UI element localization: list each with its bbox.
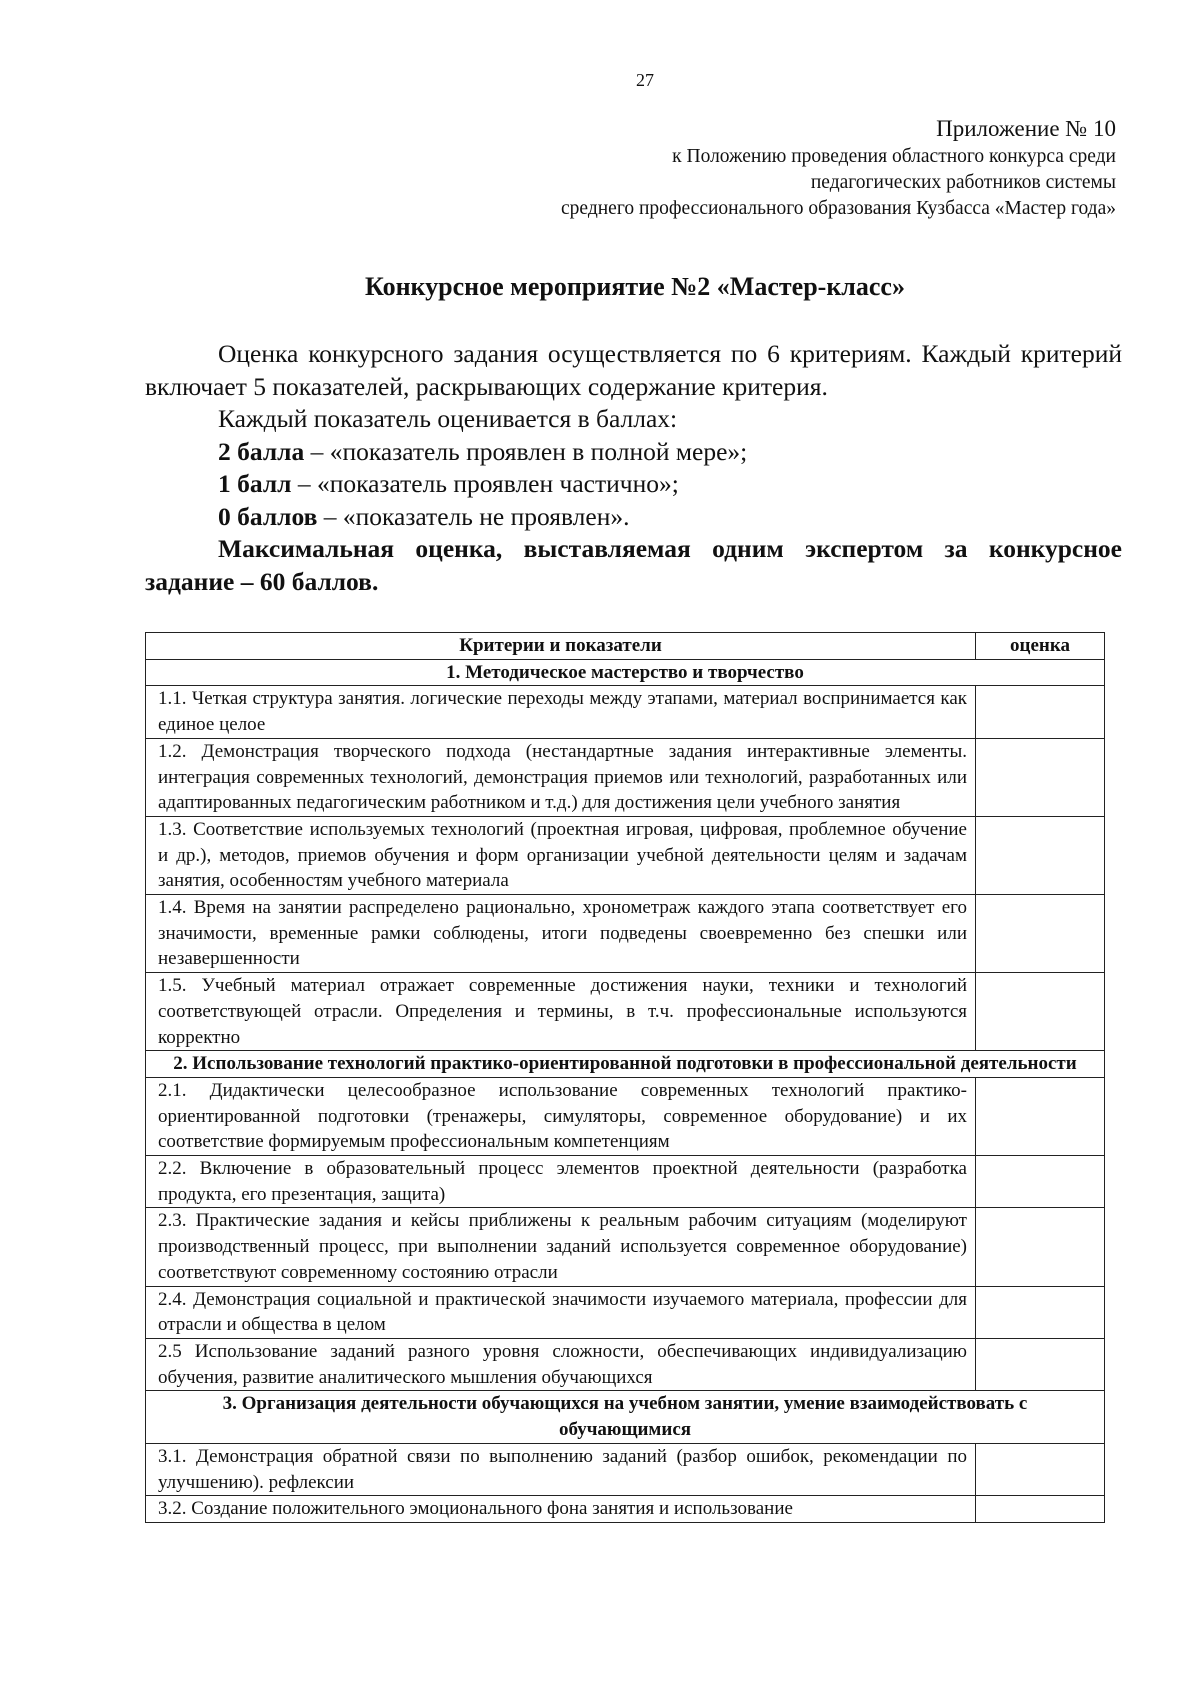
score-0-line (145, 501, 1122, 534)
section-3-title: 3. Организация деятельности обучающихся на учебном занятии, умение взаимодействовать с обучающимися (146, 1391, 1105, 1443)
intro-text (145, 338, 1122, 598)
max-score-text: Максимальная оценка, выставляемая одним экспертом за конкурсное задание – 60 баллов. (145, 534, 1122, 596)
table-row (146, 1496, 1105, 1523)
score-0-description: – «показатель не проявлен». (317, 501, 630, 531)
indicator-3-1: 3.1. Демонстрация обратной связи по выполнению заданий (разбор ошибок, рекомендации по улучшению). рефлексии (146, 1443, 976, 1495)
indicator-3-2: 3.2. Создание положительного эмоционального фона занятия и использование (146, 1496, 976, 1523)
table-row (146, 738, 1105, 816)
intro-paragraph-criteria: Оценка конкурсного задания осуществляется по 6 критериям. Каждый критерий включает 5 показателей, раскрывающих содержание критерия. (145, 339, 1122, 401)
score-2-label: 2 балла (218, 436, 305, 466)
intro-paragraph-scoring: Каждый показатель оценивается в баллах: (218, 404, 678, 433)
page-number: 27 (636, 70, 654, 90)
score-0-label: 0 баллов (218, 501, 318, 531)
table-row (146, 1156, 1105, 1208)
table-header-row (146, 633, 1105, 660)
score-cell-2-3[interactable] (976, 1208, 1105, 1286)
indicator-1-2: 1.2. Демонстрация творческого подхода (нестандартные задания интерактивные элементы. интеграция современных технологий, демонстрация приемов или технологий, разработанных или адаптированных педагогическим работником и т.д.) для достижения цели учебного занятия (146, 738, 976, 816)
score-cell-2-2[interactable] (976, 1156, 1105, 1208)
table-row (146, 1443, 1105, 1495)
score-cell-2-1[interactable] (976, 1077, 1105, 1155)
table-row (146, 686, 1105, 738)
appendix-line-3: педагогических работников системы (810, 172, 1116, 193)
indicator-2-5: 2.5 Использование заданий разного уровня сложности, обеспечивающих индивидуализацию обучения, развитие аналитического мышления обучающихся (146, 1338, 976, 1390)
table-row (146, 816, 1105, 894)
table-row (146, 1286, 1105, 1338)
score-cell-3-1[interactable] (976, 1443, 1105, 1495)
section-2-row (146, 1051, 1105, 1078)
score-cell-1-3[interactable] (976, 816, 1105, 894)
section-1-title: 1. Методическое мастерство и творчество (146, 659, 1105, 686)
indicator-1-5: 1.5. Учебный материал отражает современные достижения науки, техники и технологий соответствующей отрасли. Определения и термины, в т.ч. профессиональные используются корректно (146, 973, 976, 1051)
score-1-description: – «показатель проявлен частично»; (291, 469, 679, 498)
header-criteria: Критерии и показатели (146, 633, 976, 660)
criteria-table (145, 632, 1105, 1523)
max-score-statement (145, 533, 1122, 598)
score-cell-1-5[interactable] (976, 973, 1105, 1051)
score-1-line (145, 468, 1122, 501)
table-row (146, 1338, 1105, 1390)
appendix-line-4: среднего профессионального образования Кузбасса «Мастер года» (561, 198, 1116, 219)
score-2-line (145, 436, 1122, 469)
indicator-1-1: 1.1. Четкая структура занятия. логические переходы между этапами, материал воспринимается как единое целое (146, 686, 976, 738)
indicator-2-2: 2.2. Включение в образовательный процесс элементов проектной деятельности (разработка продукта, его презентация, защита) (146, 1156, 976, 1208)
appendix-number: Приложение № 10 (936, 116, 1116, 141)
score-cell-3-2[interactable] (976, 1496, 1105, 1523)
score-cell-1-1[interactable] (976, 686, 1105, 738)
section-3-row (146, 1391, 1105, 1443)
table-row (146, 1208, 1105, 1286)
appendix-line-2: к Положению проведения областного конкурса среди (672, 146, 1116, 167)
indicator-2-4: 2.4. Демонстрация социальной и практической значимости изучаемого материала, профессии для отрасли и общества в целом (146, 1286, 976, 1338)
document-title: Конкурсное мероприятие №2 «Мастер-класс» (365, 272, 905, 301)
table-row (146, 1077, 1105, 1155)
appendix-reference (561, 114, 1116, 222)
score-2-description: – «показатель проявлен в полной мере»; (304, 436, 748, 466)
table-row (146, 895, 1105, 973)
score-cell-2-5[interactable] (976, 1338, 1105, 1390)
section-1-row (146, 659, 1105, 686)
score-cell-1-2[interactable] (976, 738, 1105, 816)
section-2-title: 2. Использование технологий практико-ориентированной подготовки в профессиональной деятельности (146, 1051, 1105, 1078)
header-score: оценка (976, 633, 1105, 660)
score-cell-2-4[interactable] (976, 1286, 1105, 1338)
score-cell-1-4[interactable] (976, 895, 1105, 973)
score-1-label: 1 балл (218, 469, 292, 498)
indicator-2-1: 2.1. Дидактически целесообразное использование современных технологий практико-ориентированной подготовки (тренажеры, симуляторы, современное оборудование) и их соответствие формируемым профессиональным компетенциям (146, 1077, 976, 1155)
indicator-1-4: 1.4. Время на занятии распределено рационально, хронометраж каждого этапа соответствует его значимости, временные рамки соблюдены, итоги подведены своевременно без спешки или незавершенности (146, 895, 976, 973)
table-row (146, 973, 1105, 1051)
indicator-1-3: 1.3. Соответствие используемых технологий (проектная игровая, цифровая, проблемное обучение и др.), методов, приемов обучения и форм организации учебной деятельности целям и задачам занятия, особенностям учебного материала (146, 816, 976, 894)
indicator-2-3: 2.3. Практические задания и кейсы приближены к реальным рабочим ситуациям (моделируют производственный процесс, при выполнении заданий используется современное оборудование) соответствуют современному состоянию отрасли (146, 1208, 976, 1286)
